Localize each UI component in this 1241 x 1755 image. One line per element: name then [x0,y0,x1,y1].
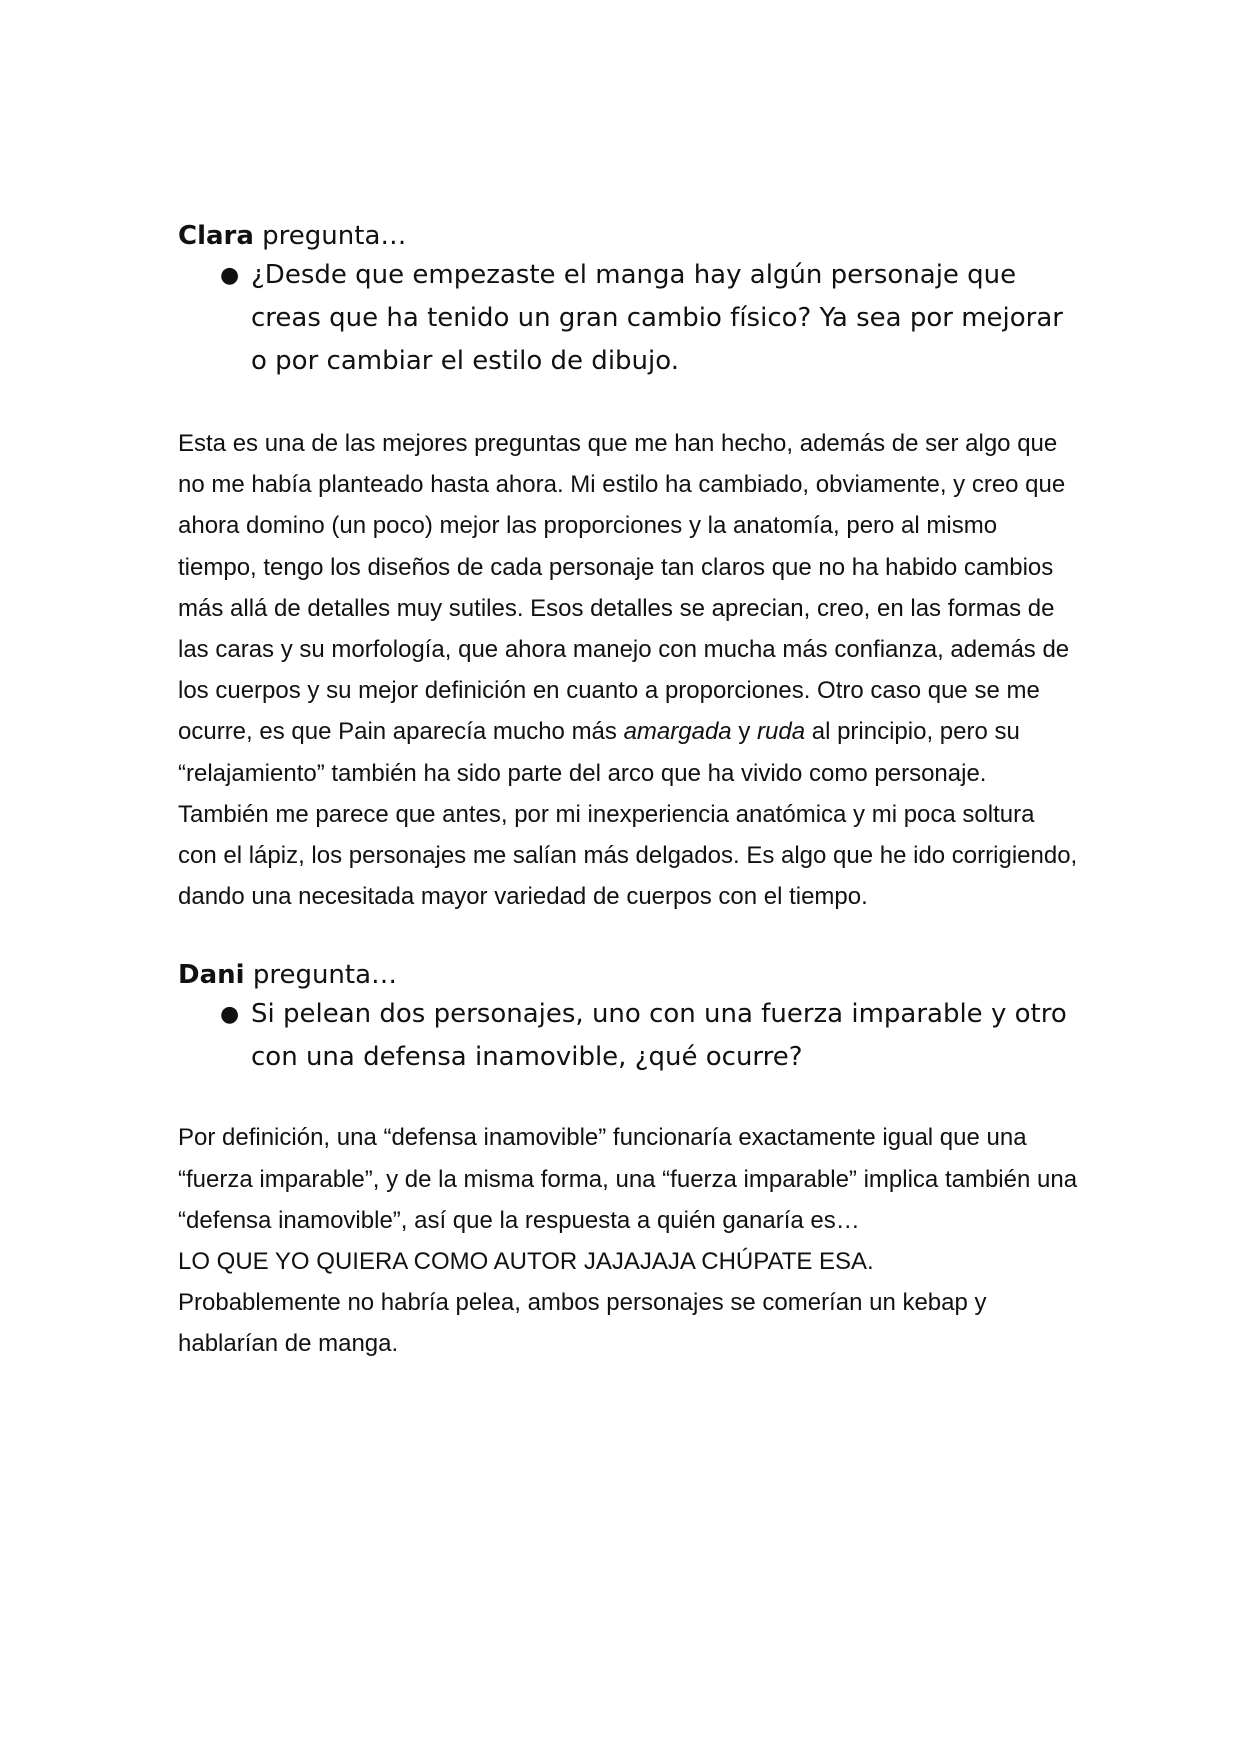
asker-suffix: pregunta… [253,221,407,251]
question-text: Si pelean dos personajes, uno con una fuerza imparable y otro con una defensa inamovible, ¿qué ocurre? [251,999,1067,1073]
question-text: ¿Desde que empezaste el manga hay algún personaje que creas que ha tenido un gran cambio físico? Ya sea por mejorar o por cambiar el estilo de dibujo. [251,260,1063,376]
bullet-icon: ● [220,263,240,288]
question-bullet-item [178,254,1078,383]
asker-name: Clara [178,221,254,251]
answer-line: Probablemente no habría pelea, ambos personajes se comerían un kebap y hablarían de manga. [178,1289,987,1358]
answer-line: Por definición, una “defensa inamovible” funcionaría exactamente igual que una “fuerza imparable”, y de la misma forma, una “fuerza imparable” implica también una “defensa inamovible”, así que la respuesta a quién ganaría es… [178,1124,1078,1234]
asker-line [178,957,1078,993]
answer-line: LO QUE YO QUIERA COMO AUTOR JAJAJAJA CHÚPATE ESA. [178,1248,874,1276]
asker-suffix: pregunta… [244,960,398,991]
answer-text [178,423,1078,917]
answer-text-part: al principio, pero su “relajamiento” también ha sido parte del arco que ha vivido como personaje. También me parece que antes, por mi inexperiencia anatómica y mi poca soltura con el lápiz, los personajes me salían más delgados. Es algo que he ido corrigiendo, dando una necesitada mayor variedad de cuerpos con el tiempo. [178,718,1078,911]
bullet-icon: ● [220,1002,240,1028]
answer-paragraph [178,423,1078,917]
answer-text-part: Esta es una de las mejores preguntas que me han hecho, además de ser algo que no me había planteado hasta ahora. Mi estilo ha cambiado, obviamente, y creo que ahora domino (un poco) mejor las proporciones y la anatomía, pero al mismo tiempo, tengo los diseños de cada personaje tan claros que no ha habido cambios más allá de detalles muy sutiles. Esos detalles se aprecian, creo, en las formas de las caras y su morfología, que ahora manejo con mucha más confianza, además de los cuerpos y su mejor definición en cuanto a proporciones. Otro caso que se me ocurre, es que Pain aparecía mucho más [178,430,1070,746]
qa-section-dani [178,957,1078,1364]
answer-emphasis: amargada [623,718,732,746]
answer-emphasis: ruda [757,718,806,746]
question-bullet-item [178,993,1078,1079]
document-page [178,218,1078,1365]
qa-section-clara [178,218,1078,917]
asker-line [178,218,1078,254]
answer-text-part: y [731,718,757,746]
answer-paragraph [178,1117,1078,1364]
asker-name: Dani [178,960,245,991]
